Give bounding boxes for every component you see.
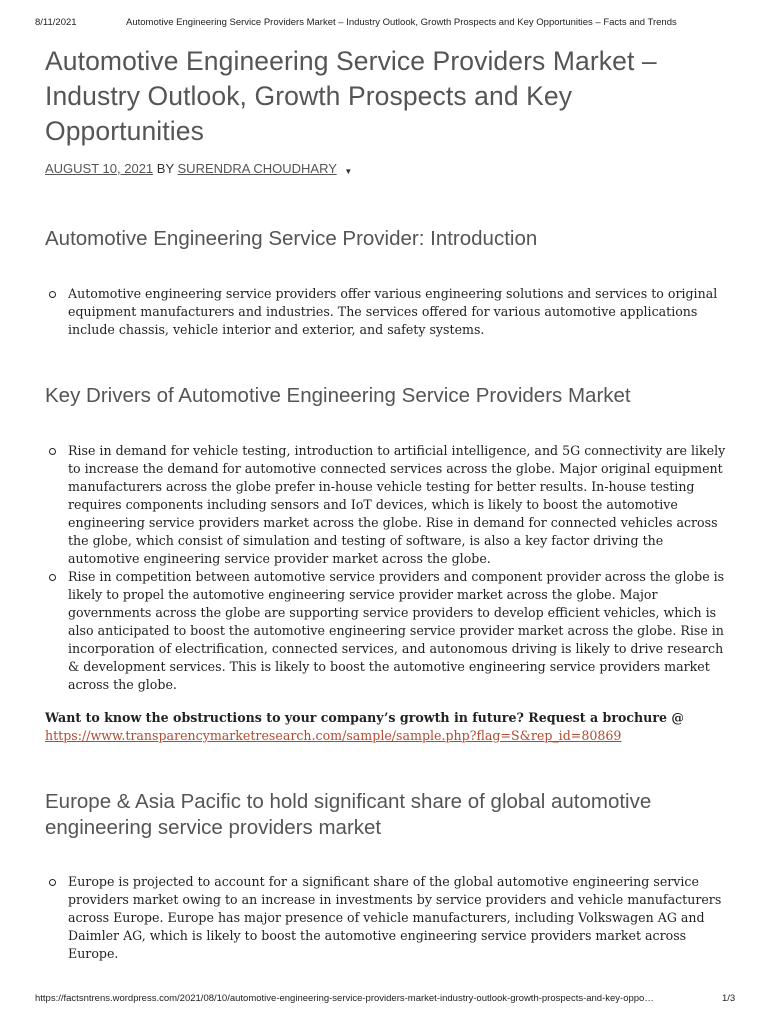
byline-by: BY: [156, 161, 174, 176]
print-header: [0, 10, 768, 30]
list-item: [45, 442, 730, 568]
circle-bullet-icon: [49, 879, 56, 886]
article: [45, 44, 730, 961]
post-date-link[interactable]: AUGUST 10, 2021: [45, 161, 154, 176]
post-title: Automotive Engineering Service Providers Market – Industry Outlook, Growth Prospects and Key Opportunities: [45, 46, 657, 146]
list-item: [45, 568, 730, 694]
list-item-text: Europe is projected to account for a significant share of the global automotive engineering service providers market owing to an increase in investments by service providers and vehicle manufacturers across Europe. Europe has major presence of vehicle manufacturers, including Volkswagen AG and Daimler AG, which is likely to boost the automotive engineering service providers market across Europe.: [68, 874, 722, 961]
circle-bullet-icon: [49, 448, 56, 455]
brochure-callout: [45, 709, 684, 745]
circle-bullet-icon: [49, 291, 56, 298]
circle-bullet-icon: [49, 574, 56, 581]
print-page-title: Automotive Engineering Service Providers Market – Industry Outlook, Growth Prospects and Key Opportunities – Facts and Trends: [126, 17, 677, 28]
europe-list: [45, 873, 730, 963]
section-heading-introduction: Automotive Engineering Service Provider: Introduction: [45, 227, 538, 250]
key-drivers-list: [45, 442, 730, 694]
section-heading-europe-asia-pacific: Europe & Asia Pacific to hold significant share of global automotive engineering service providers market: [45, 790, 652, 839]
list-item-text: Rise in competition between automotive service providers and component provider across the globe is likely to propel the automotive engineering service provider market across the globe. Major governments across the globe are supporting service providers to develop efficient vehicles, which is also anticipated to boost the automotive engineering service provider market across the globe. Rise in incorporation of electrification, connected services, and autonomous driving is likely to drive research & development services. This is likely to boost the automotive engineering service providers market across the globe.: [68, 569, 725, 692]
print-date: 8/11/2021: [35, 17, 77, 28]
section-heading-key-drivers: Key Drivers of Automotive Engineering Service Providers Market: [45, 384, 631, 407]
list-item: [45, 873, 730, 963]
introduction-list: [45, 285, 730, 339]
print-url: https://factsntrens.wordpress.com/2021/08/10/automotive-engineering-service-providers-market-industry-outlook-growth-prospects-and-key-oppo…: [35, 993, 654, 1004]
page-number: 1/3: [722, 993, 736, 1004]
list-item: [45, 285, 730, 339]
brochure-callout-text: Want to know the obstructions to your company’s growth in future? Request a brochure @: [45, 710, 684, 725]
list-item-text: Rise in demand for vehicle testing, introduction to artificial intelligence, and 5G connectivity are likely to increase the demand for automotive connected services across the globe. Major original equipment manufacturers across the globe prefer in-house vehicle testing for better results. In-house testing requires components including sensors and IoT devices, which is likely to boost the automotive engineering service providers market across the globe. Rise in demand for connected vehicles across the globe, which consist of simulation and testing of software, is also a key factor driving the automotive engineering service provider market across the globe.: [68, 443, 726, 566]
author-link[interactable]: SURENDRA CHOUDHARY: [177, 161, 337, 176]
caret-down-icon[interactable]: ▼: [344, 167, 353, 176]
brochure-link[interactable]: https://www.transparencymarketresearch.com/sample/sample.php?flag=S&rep_id=80869: [45, 728, 622, 743]
byline: [45, 161, 730, 176]
list-item-text: Automotive engineering service providers offer various engineering solutions and services to original equipment manufacturers and industries. The services offered for various automotive applications include chassis, vehicle interior and exterior, and safety systems.: [68, 286, 718, 337]
